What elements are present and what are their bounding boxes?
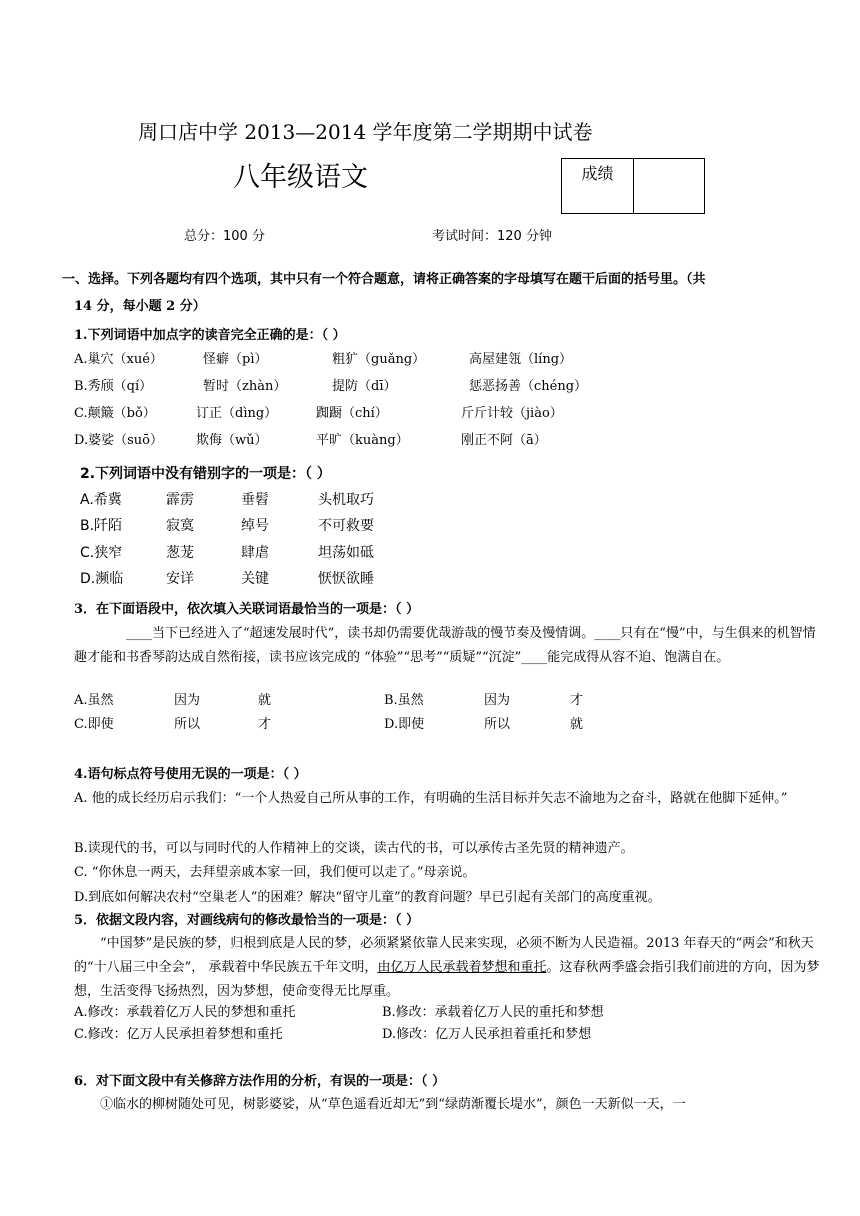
q1-option-c-4: 斤斤计较（jiào）: [461, 406, 563, 421]
q3-option-c: C.即使: [74, 717, 114, 732]
q2-option-b-2: 寂寞: [166, 518, 194, 534]
q5-stem: 5．依据文段内容，对画线病句的修改最恰当的一项是：（ ）: [74, 913, 420, 928]
q3-option-d: D.即使: [384, 717, 425, 732]
q5-option-a: A.修改：承载着亿万人民的梦想和重托: [74, 1005, 296, 1020]
q1-option-b-3: 提防（dī）: [332, 379, 397, 394]
q1-option-b-4: 惩恶扬善（chéng）: [469, 379, 588, 394]
q4-stem: 4.语句标点符号使用无误的一项是：（ ）: [74, 767, 307, 782]
q2-option-d-4: 恹恹欲睡: [318, 571, 374, 587]
q2-option-a-3: 垂髫: [241, 492, 269, 508]
q6-passage: ①临水的柳树随处可见，树影婆娑，从“草色遥看近却无”到“绿荫渐覆长堤水”，颜色一天新似一天，一: [100, 1097, 686, 1112]
q2-option-c-2: 葱茏: [166, 545, 194, 561]
q2-option-b-3: 绰号: [241, 518, 269, 534]
exam-subtitle: 八年级语文: [233, 162, 368, 193]
q1-stem: 1.下列词语中加点字的读音完全正确的是：（ ）: [74, 328, 346, 343]
q3-option-a-3: 就: [258, 693, 272, 708]
q1-option-c-1: C.颠簸（bǒ）: [74, 406, 156, 421]
q5-option-b: B.修改：承载着亿万人民的重托和梦想: [382, 1005, 604, 1020]
q2-option-b-1: B.阡陌: [80, 518, 123, 534]
q1-option-b-2: 暂时（zhàn）: [203, 379, 287, 394]
q3-option-b-3: 才: [570, 693, 584, 708]
q3-stem: 3．在下面语段中，依次填入关联词语最恰当的一项是：（ ）: [74, 602, 420, 617]
q1-option-a-3: 粗犷（guǎng）: [332, 352, 426, 367]
q3-option-b: B.虽然: [384, 693, 424, 708]
q2-option-d-3: 关键: [241, 571, 269, 587]
q3-option-d-3: 就: [570, 717, 584, 732]
q3-option-c-2: 所以: [174, 717, 201, 732]
q2-option-c-3: 肆虐: [241, 545, 269, 561]
q1-option-c-3: 踟蹰（chí）: [316, 406, 388, 421]
q1-option-a-4: 高屋建瓴（líng）: [469, 352, 573, 367]
q4-option-a: A. 他的成长经历启示我们：“一个人热爱自己所从事的工作，有明确的生活目标并矢志不渝地为之奋斗，路就在他脚下延伸。”: [74, 791, 788, 806]
q3-option-b-2: 因为: [484, 693, 511, 708]
q3-option-a-2: 因为: [174, 693, 201, 708]
q4-option-d: D.到底如何解决农村“空巢老人”的困难？解决“留守儿童”的教育问题？早已引起有关部门的高度重视。: [74, 890, 661, 905]
q5-passage-start: “中国梦”是民族的梦，归根到底是人民的梦，必须紧紧依靠人民来实现，必须不断为人民造福。2013 年春天的“两会”和秋天的“十八届三中全会”， 承载着中华民族五千年文明，: [74, 936, 814, 975]
q5-option-d: D.修改：亿万人民承担着重托和梦想: [382, 1027, 592, 1042]
q1-option-d-2: 欺侮（wǔ）: [196, 433, 268, 448]
q2-option-c-4: 坦荡如砥: [318, 545, 374, 561]
section1-intro-line2: 14 分，每小题 2 分）: [74, 299, 206, 314]
q1-option-b-1: B.秀颀（qí）: [74, 379, 153, 394]
q3-option-c-3: 才: [258, 717, 272, 732]
q1-option-a-1: A.巢穴（xué）: [74, 352, 163, 367]
exam-title: 周口店中学 2013—2014 学年度第二学期期中试卷: [138, 120, 593, 144]
q2-option-a-1: A.希冀: [80, 492, 122, 508]
q1-option-d-4: 刚正不阿（ā）: [461, 433, 547, 448]
exam-time: 考试时间：120 分钟: [432, 229, 552, 244]
score-box[interactable]: [561, 158, 705, 214]
q2-option-b-4: 不可救要: [318, 518, 374, 534]
q2-option-a-4: 头机取巧: [318, 492, 374, 508]
total-score: 总分：100 分: [184, 229, 265, 244]
q3-option-d-2: 所以: [484, 717, 511, 732]
q4-option-b: B.读现代的书，可以与同时代的人作精神上的交谈，读古代的书，可以承传古圣先贤的精神遗产。: [74, 841, 634, 856]
q2-option-a-2: 霹雳: [166, 492, 194, 508]
q1-option-d-1: D.婆娑（suō）: [74, 433, 163, 448]
q1-option-c-2: 订正（dìng）: [196, 406, 278, 421]
q3-passage: ____当下已经进入了“超速发展时代”，读书却仍需要优哉游哉的慢节奏及慢情调。____只有在“慢”中，与生俱来的机智情趣才能和书香琴韵达成自然衔接，读书应该完成的 “体验”“思考”“质疑”“沉淀”____能完成得从容不迫、饱满自在。: [74, 626, 816, 665]
q1-option-d-3: 平旷（kuàng）: [316, 433, 409, 448]
score-label: 成绩: [581, 164, 614, 183]
score-box-divider: [633, 159, 634, 213]
q3-option-a: A.虽然: [74, 693, 114, 708]
q5-passage: [74, 932, 826, 1004]
q6-stem: 6．对下面文段中有关修辞方法作用的分析，有误的一项是：（ ）: [74, 1074, 446, 1089]
q4-option-c: C. “你休息一两天，去拜望亲戚本家一回，我们便可以走了。”母亲说。: [74, 865, 476, 880]
q5-underlined-sentence: 由亿万人民承载着梦想和重托: [377, 960, 547, 975]
q2-option-d-1: D.濒临: [80, 571, 124, 587]
q2-option-c-1: C.狭窄: [80, 545, 123, 561]
q5-option-c: C.修改：亿万人民承担着梦想和重托: [74, 1027, 283, 1042]
q1-option-a-2: 怪癖（pì）: [203, 352, 268, 367]
q5-passage-end: 。这春秋两季盛会指引我们前进的方向，因为梦想，生活变得飞扬热烈，因为梦想，使命变得无比厚重。: [74, 960, 820, 999]
q2-option-d-2: 安详: [166, 571, 194, 587]
section1-intro-line1: 一、选择。下列各题均有四个选项，其中只有一个符合题意，请将正确答案的字母填写在题干后面的括号里。（共: [62, 272, 706, 287]
q2-stem: 2.下列词语中没有错别字的一项是：（ ）: [80, 466, 331, 482]
